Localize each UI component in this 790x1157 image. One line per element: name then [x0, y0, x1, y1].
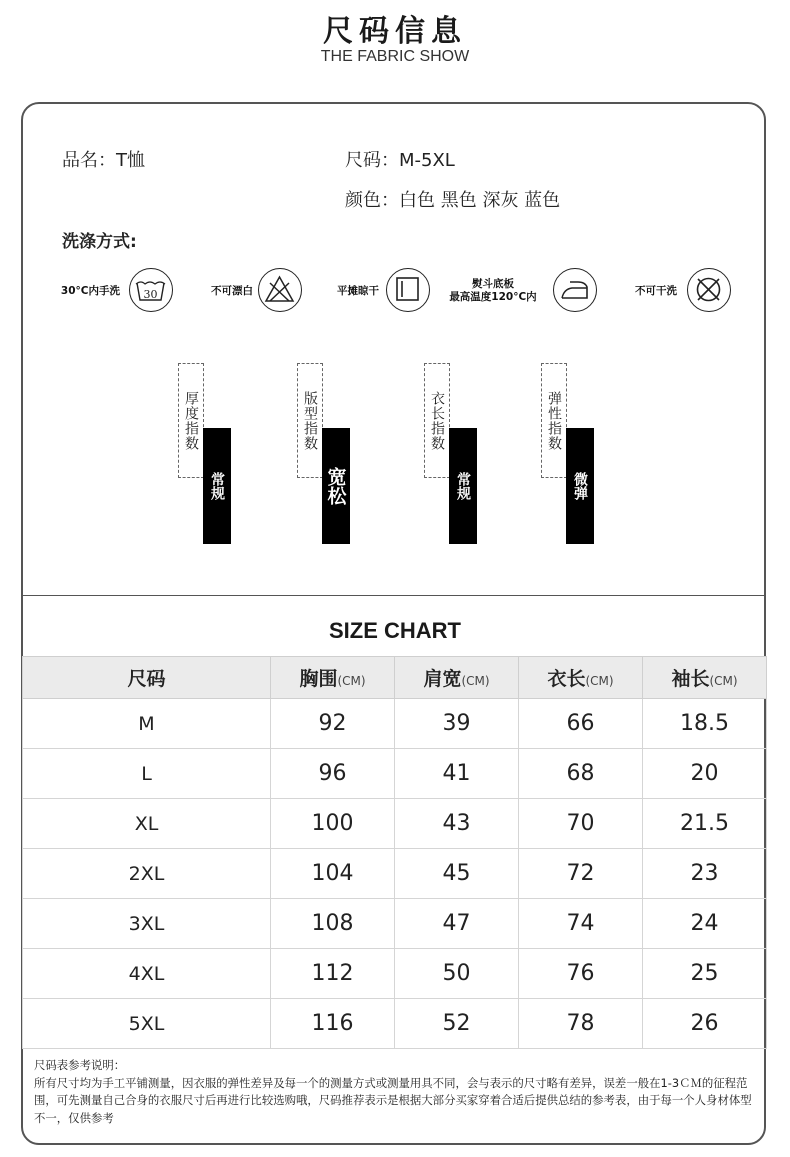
cell-shoulder: 50 — [395, 949, 519, 999]
table-row — [23, 999, 767, 1049]
cell-chest: 108 — [271, 899, 395, 949]
cell-length: 72 — [519, 849, 643, 899]
iron-icon — [553, 268, 597, 312]
cell-sleeve: 18.5 — [643, 699, 767, 749]
table-row — [23, 849, 767, 899]
header-chest: 胸围(CM) — [271, 657, 395, 699]
cell-size: 4XL — [23, 949, 271, 999]
table-row — [23, 899, 767, 949]
cell-shoulder: 41 — [395, 749, 519, 799]
size-chart-title: SIZE CHART — [329, 618, 461, 643]
wash-label-no-bleach: 不可漂白 — [211, 285, 253, 297]
page-title: 尺码信息 — [323, 14, 467, 49]
table-header-row — [23, 657, 767, 699]
cell-shoulder: 45 — [395, 849, 519, 899]
iron-label-line2: 最高温度120°C内 — [449, 291, 537, 303]
cell-sleeve: 20 — [643, 749, 767, 799]
elasticity-index-value: 微弹 — [566, 428, 594, 544]
product-name: 品名：T恤 — [62, 150, 145, 171]
cell-chest: 100 — [271, 799, 395, 849]
table-row — [23, 749, 767, 799]
color-options: 颜色：白色 黑色 深灰 蓝色 — [345, 190, 561, 211]
cell-shoulder: 47 — [395, 899, 519, 949]
header-length: 衣长(CM) — [519, 657, 643, 699]
size-chart-table — [22, 656, 767, 1049]
no-bleach-icon — [258, 268, 302, 312]
table-row — [23, 799, 767, 849]
length-index-label: 衣长指数 — [424, 363, 450, 478]
cell-length: 66 — [519, 699, 643, 749]
header-sleeve: 袖长(CM) — [643, 657, 767, 699]
cell-size: 5XL — [23, 999, 271, 1049]
wash-label-iron — [438, 278, 548, 304]
washing-heading: 洗涤方式: — [62, 232, 137, 252]
cell-size: L — [23, 749, 271, 799]
wash-label-hand-wash: 30°C内手洗 — [60, 285, 120, 297]
header-shoulder: 肩宽(CM) — [395, 657, 519, 699]
section-divider — [22, 595, 766, 596]
cell-sleeve: 24 — [643, 899, 767, 949]
no-dry-clean-icon — [687, 268, 731, 312]
cell-chest: 96 — [271, 749, 395, 799]
cell-size: 3XL — [23, 899, 271, 949]
cell-sleeve: 26 — [643, 999, 767, 1049]
cell-length: 70 — [519, 799, 643, 849]
size-range: 尺码：M-5XL — [345, 150, 455, 171]
wash-label-dry-flat: 平摊晾干 — [337, 285, 379, 297]
cell-size: M — [23, 699, 271, 749]
cell-sleeve: 21.5 — [643, 799, 767, 849]
cell-length: 74 — [519, 899, 643, 949]
cell-length: 78 — [519, 999, 643, 1049]
cell-chest: 112 — [271, 949, 395, 999]
table-row — [23, 949, 767, 999]
page-subtitle: THE FABRIC SHOW — [320, 48, 470, 65]
cell-shoulder: 43 — [395, 799, 519, 849]
fit-index-label: 版型指数 — [297, 363, 323, 478]
thickness-index-value: 常规 — [203, 428, 231, 544]
wash-temp-text: 30 — [143, 288, 158, 301]
cell-shoulder: 52 — [395, 999, 519, 1049]
cell-sleeve: 25 — [643, 949, 767, 999]
cell-chest: 92 — [271, 699, 395, 749]
note-body: 所有尺寸均为手工平铺测量，因衣服的弹性差异及每一个的测量方式或测量用具不同，会与表示的尺寸略有差异，误差一般在1-3ＣＭ的征程范围，可先测量自己合身的衣服尺寸后再进行比较选购哦，尺码推荐表示是根据大部分买家穿着合适后提供总结的参考表，由于每一个人身材体型不一，仅供参考 — [34, 1075, 752, 1125]
cell-shoulder: 39 — [395, 699, 519, 749]
size-note — [34, 1057, 759, 1127]
wash-label-no-dry-clean: 不可干洗 — [635, 285, 677, 297]
cell-size: XL — [23, 799, 271, 849]
cell-length: 68 — [519, 749, 643, 799]
table-row — [23, 699, 767, 749]
cell-sleeve: 23 — [643, 849, 767, 899]
note-heading: 尺码表参考说明： — [34, 1058, 126, 1072]
hand-wash-30-icon — [129, 268, 173, 312]
header-size: 尺码 — [23, 657, 271, 699]
length-index-value: 常规 — [449, 428, 477, 544]
cell-chest: 104 — [271, 849, 395, 899]
fit-index-value: 宽松 — [322, 428, 350, 544]
cell-chest: 116 — [271, 999, 395, 1049]
dry-flat-icon — [386, 268, 430, 312]
cell-size: 2XL — [23, 849, 271, 899]
cell-length: 76 — [519, 949, 643, 999]
thickness-index-label: 厚度指数 — [178, 363, 204, 478]
iron-label-line1: 熨斗底板 — [472, 278, 514, 290]
elasticity-index-label: 弹性指数 — [541, 363, 567, 478]
